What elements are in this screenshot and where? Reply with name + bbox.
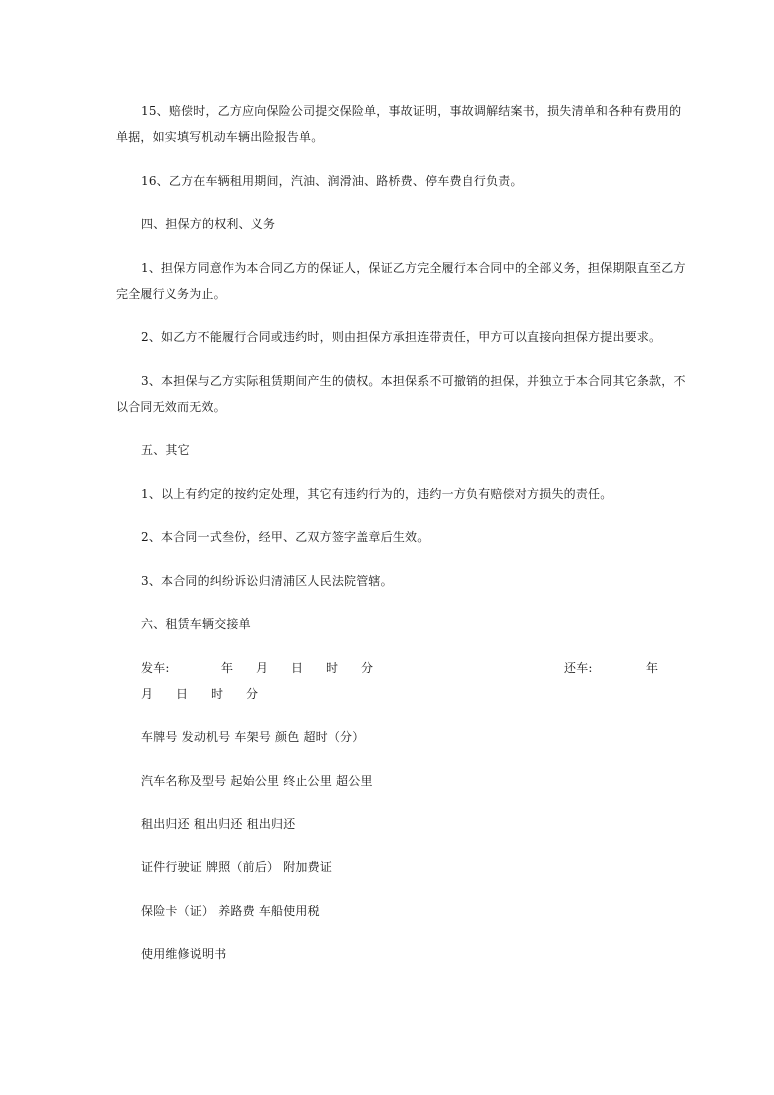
- section-4-heading: 四、担保方的权利、义务: [141, 217, 276, 231]
- section-5-item-3: 3、本合同的纠纷诉讼归清浦区人民法院管辖。: [141, 574, 393, 588]
- clause-15-line-2: 单据，如实填写机动车辆出险报告单。: [116, 130, 324, 144]
- depart-hour: 时: [326, 661, 339, 675]
- handover-row: 保险卡（证） 养路费 车船使用税: [141, 904, 320, 918]
- section-4-item-1-line-2: 完全履行义务为止。: [116, 287, 226, 301]
- depart-minute: 分: [361, 661, 374, 675]
- depart-year: 年: [221, 661, 234, 675]
- section-4-item-3-line-1: 3、本担保与乙方实际租赁期间产生的债权。本担保系不可撤销的担保，并独立于本合同其它条款，不: [141, 374, 686, 388]
- section-5-item-2: 2、本合同一式叁份，经甲、乙双方签字盖章后生效。: [141, 530, 430, 544]
- section-4-item-2: 2、如乙方不能履行合同或违约时，则由担保方承担连带责任，甲方可以直接向担保方提出要求。: [141, 330, 662, 344]
- section-6-heading: 六、租赁车辆交接单: [141, 617, 251, 631]
- clause-15-line-1: 15、赔偿时，乙方应向保险公司提交保险单，事故证明，事故调解结案书，损失清单和各种有费用的: [141, 104, 682, 118]
- clause-16: 16、乙方在车辆租用期间，汽油、润滑油、路桥费、停车费自行负责。: [141, 174, 523, 188]
- section-4-item-3-line-2: 以合同无效而无效。: [116, 400, 226, 414]
- section-5-item-1: 1、以上有约定的按约定处理，其它有违约行为的，违约一方负有赔偿对方损失的责任。: [141, 487, 613, 501]
- return-day: 日: [176, 687, 189, 701]
- handover-row: 证件行驶证 牌照（前后） 附加费证: [141, 860, 333, 874]
- handover-row: 汽车名称及型号 起始公里 终止公里 超公里: [141, 774, 373, 788]
- depart-label: 发车:: [141, 661, 170, 675]
- return-minute: 分: [246, 687, 259, 701]
- return-month: 月: [141, 687, 154, 701]
- handover-row: 车牌号 发动机号 车架号 颜色 超时（分）: [141, 730, 365, 744]
- handover-row: 租出归还 租出归还 租出归还: [141, 817, 296, 831]
- section-5-heading: 五、其它: [141, 443, 190, 457]
- depart-month: 月: [256, 661, 269, 675]
- handover-row: 使用维修说明书: [141, 947, 227, 961]
- depart-day: 日: [291, 661, 304, 675]
- return-hour: 时: [211, 687, 224, 701]
- return-label: 还车:: [564, 661, 593, 675]
- section-4-item-1-line-1: 1、担保方同意作为本合同乙方的保证人，保证乙方完全履行本合同中的全部义务，担保期限直至乙方: [141, 261, 686, 275]
- return-year: 年: [646, 661, 659, 675]
